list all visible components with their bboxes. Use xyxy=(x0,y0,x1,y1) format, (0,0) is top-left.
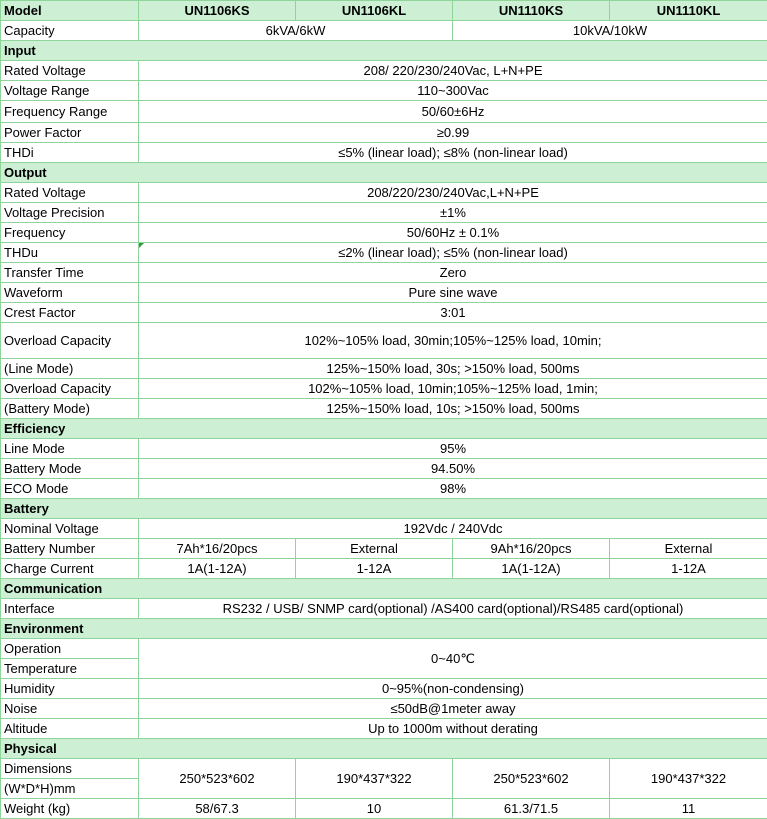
overload-battery-row-2 xyxy=(1,399,767,419)
row-value: 208/ 220/230/240Vac, L+N+PE xyxy=(139,61,767,81)
row-label: Weight (kg) xyxy=(1,799,139,819)
overload-line-label-2: (Line Mode) xyxy=(1,359,139,379)
table-row xyxy=(1,799,767,819)
dimensions-value: 190*437*322 xyxy=(610,759,767,799)
overload-line-value-2: 125%~150% load, 30s; >150% load, 500ms xyxy=(139,359,767,379)
row-value: 208/220/230/240Vac,L+N+PE xyxy=(139,183,767,203)
row-label: Nominal Voltage xyxy=(1,519,139,539)
section-title: Input xyxy=(1,41,767,61)
row-value: 50/60Hz ± 0.1% xyxy=(139,223,767,243)
dimensions-value: 250*523*602 xyxy=(139,759,296,799)
capacity-label: Capacity xyxy=(1,21,139,41)
row-label: Frequency xyxy=(1,223,139,243)
table-row xyxy=(1,101,767,123)
row-value: 192Vdc / 240Vdc xyxy=(139,519,767,539)
row-value: 98% xyxy=(139,479,767,499)
model-un1106kl: UN1106KL xyxy=(296,1,453,21)
model-un1110ks: UN1110KS xyxy=(453,1,610,21)
row-value: ±1% xyxy=(139,203,767,223)
dimensions-row-1 xyxy=(1,759,767,779)
row-value: 3:01 xyxy=(139,303,767,323)
row-value: 1-12A xyxy=(296,559,453,579)
table-row xyxy=(1,143,767,163)
temperature-label-2: Temperature xyxy=(1,659,139,679)
row-value: 95% xyxy=(139,439,767,459)
header-row xyxy=(1,1,767,21)
section-input xyxy=(1,41,767,61)
row-label: Transfer Time xyxy=(1,263,139,283)
row-value: 11 xyxy=(610,799,767,819)
section-title: Efficiency xyxy=(1,419,767,439)
capacity-row xyxy=(1,21,767,41)
row-value xyxy=(139,243,767,263)
table-row xyxy=(1,479,767,499)
section-output xyxy=(1,163,767,183)
table-row xyxy=(1,223,767,243)
row-label: Rated Voltage xyxy=(1,183,139,203)
overload-line-row-2 xyxy=(1,359,767,379)
table-row xyxy=(1,81,767,101)
row-label: Noise xyxy=(1,699,139,719)
table-row xyxy=(1,263,767,283)
table-row xyxy=(1,61,767,81)
row-value: 50/60±6Hz xyxy=(139,101,767,123)
table-row xyxy=(1,459,767,479)
section-battery xyxy=(1,499,767,519)
row-label: Altitude xyxy=(1,719,139,739)
row-value: External xyxy=(296,539,453,559)
overload-battery-value-1: 102%~105% load, 10min;105%~125% load, 1min; xyxy=(139,379,767,399)
table-row xyxy=(1,559,767,579)
row-value: 1-12A xyxy=(610,559,767,579)
row-value: ≤50dB@1meter away xyxy=(139,699,767,719)
dimensions-value: 250*523*602 xyxy=(453,759,610,799)
row-label: Rated Voltage xyxy=(1,61,139,81)
capacity-10k: 10kVA/10kW xyxy=(453,21,767,41)
temperature-row-1 xyxy=(1,639,767,659)
row-label: Power Factor xyxy=(1,123,139,143)
row-value: Up to 1000m without derating xyxy=(139,719,767,739)
table-row xyxy=(1,303,767,323)
capacity-6k: 6kVA/6kW xyxy=(139,21,453,41)
table-row xyxy=(1,519,767,539)
row-value: External xyxy=(610,539,767,559)
row-value: 7Ah*16/20pcs xyxy=(139,539,296,559)
row-value: ≥0.99 xyxy=(139,123,767,143)
row-label: Charge Current xyxy=(1,559,139,579)
dimensions-value: 190*437*322 xyxy=(296,759,453,799)
row-label: THDi xyxy=(1,143,139,163)
row-value-text: ≤2% (linear load); ≤5% (non-linear load) xyxy=(338,245,568,260)
section-title: Environment xyxy=(1,619,767,639)
row-value: 10 xyxy=(296,799,453,819)
table-row xyxy=(1,183,767,203)
table-row xyxy=(1,679,767,699)
overload-line-value-1: 102%~105% load, 30min;105%~125% load, 10min; xyxy=(139,323,767,359)
row-value: 9Ah*16/20pcs xyxy=(453,539,610,559)
row-value: 1A(1-12A) xyxy=(139,559,296,579)
table-row xyxy=(1,203,767,223)
row-label: Battery Number xyxy=(1,539,139,559)
table-row xyxy=(1,123,767,143)
table-row xyxy=(1,699,767,719)
table-row xyxy=(1,283,767,303)
row-label: Line Mode xyxy=(1,439,139,459)
overload-line-row-1 xyxy=(1,323,767,359)
table-row xyxy=(1,439,767,459)
row-label: ECO Mode xyxy=(1,479,139,499)
table-row xyxy=(1,599,767,619)
dimensions-label-1: Dimensions xyxy=(1,759,139,779)
section-title: Output xyxy=(1,163,767,183)
section-environment xyxy=(1,619,767,639)
row-value: 61.3/71.5 xyxy=(453,799,610,819)
row-value: 0~95%(non-condensing) xyxy=(139,679,767,699)
comment-indicator-icon xyxy=(139,243,144,248)
model-un1110kl: UN1110KL xyxy=(610,1,767,21)
dimensions-label-2: (W*D*H)mm xyxy=(1,779,139,799)
row-label: Interface xyxy=(1,599,139,619)
row-label: THDu xyxy=(1,243,139,263)
row-value: Pure sine wave xyxy=(139,283,767,303)
overload-battery-value-2: 125%~150% load, 10s; >150% load, 500ms xyxy=(139,399,767,419)
row-value: 94.50% xyxy=(139,459,767,479)
overload-battery-row-1 xyxy=(1,379,767,399)
table-row xyxy=(1,243,767,263)
table-row xyxy=(1,539,767,559)
row-label: Voltage Precision xyxy=(1,203,139,223)
row-value: 1A(1-12A) xyxy=(453,559,610,579)
table-row xyxy=(1,719,767,739)
section-communication xyxy=(1,579,767,599)
row-label: Frequency Range xyxy=(1,101,139,123)
section-title: Physical xyxy=(1,739,767,759)
section-physical xyxy=(1,739,767,759)
row-value: 58/67.3 xyxy=(139,799,296,819)
row-label: Battery Mode xyxy=(1,459,139,479)
overload-battery-label-2: (Battery Mode) xyxy=(1,399,139,419)
row-label: Crest Factor xyxy=(1,303,139,323)
temperature-value: 0~40℃ xyxy=(139,639,767,679)
row-label: Voltage Range xyxy=(1,81,139,101)
model-header: Model xyxy=(1,1,139,21)
overload-battery-label-1: Overload Capacity xyxy=(1,379,139,399)
row-value: RS232 / USB/ SNMP card(optional) /AS400 card(optional)/RS485 card(optional) xyxy=(139,599,767,619)
row-value: 110~300Vac xyxy=(139,81,767,101)
row-value: ≤5% (linear load); ≤8% (non-linear load) xyxy=(139,143,767,163)
model-un1106ks: UN1106KS xyxy=(139,1,296,21)
section-title: Battery xyxy=(1,499,767,519)
row-label: Waveform xyxy=(1,283,139,303)
temperature-label-1: Operation xyxy=(1,639,139,659)
overload-line-label-1: Overload Capacity xyxy=(1,323,139,359)
row-value: Zero xyxy=(139,263,767,283)
section-efficiency xyxy=(1,419,767,439)
section-title: Communication xyxy=(1,579,767,599)
row-label: Humidity xyxy=(1,679,139,699)
